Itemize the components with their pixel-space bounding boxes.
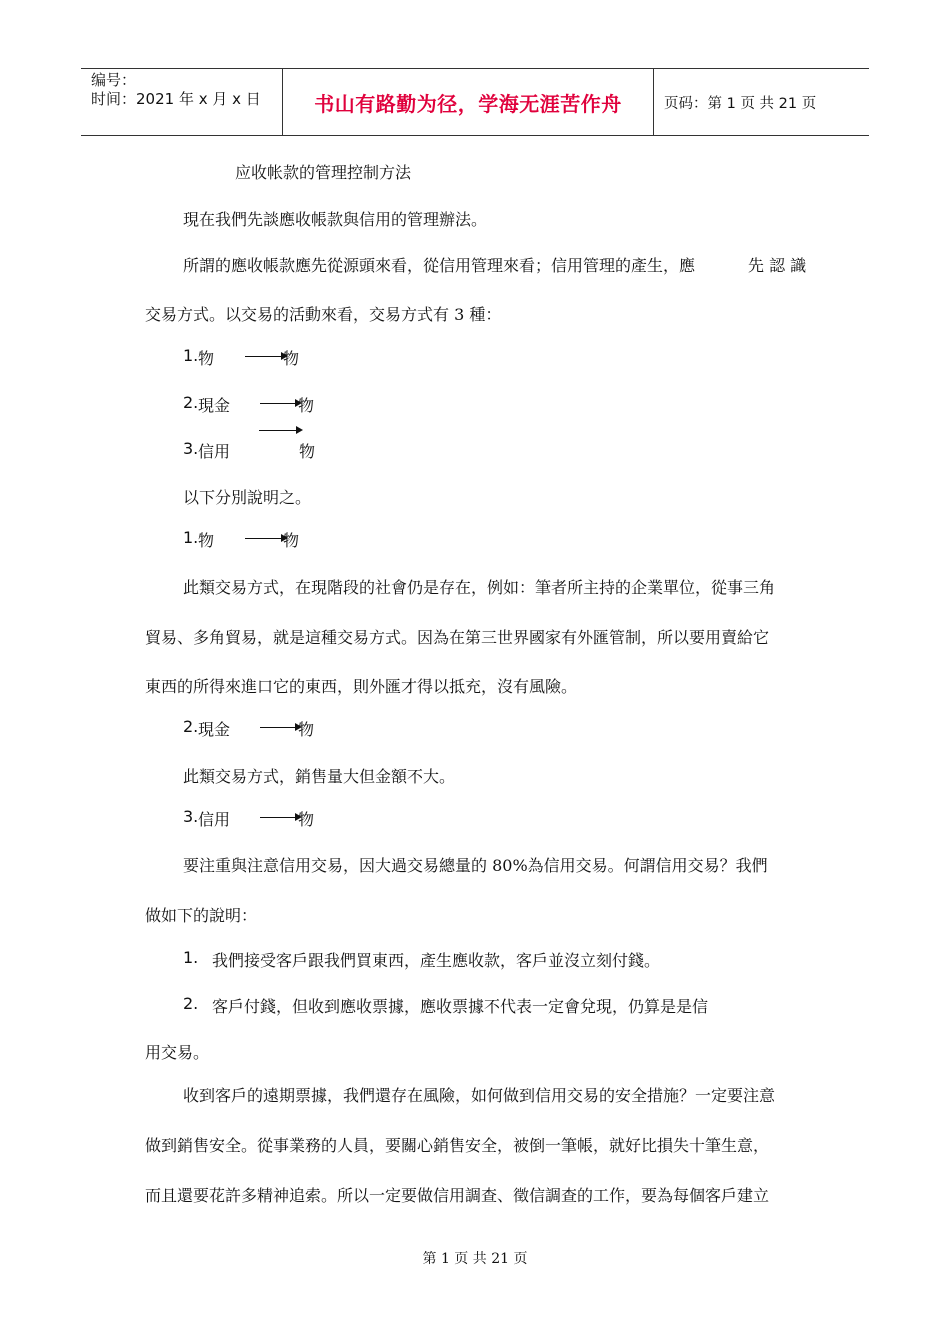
paragraph-1: 現在我們先談應收帳款與信用的管理辦法。 — [183, 210, 488, 229]
header-motto-cell — [282, 69, 654, 135]
time-label: 时间：2021 年 x 月 x 日 — [91, 90, 261, 108]
list-item-1-target: 物 — [283, 349, 300, 368]
list-item-2-target: 物 — [298, 396, 315, 415]
numbered-2-number: 2. — [183, 994, 199, 1013]
arrow-right-icon — [260, 727, 296, 728]
paragraph-2b: 先 認 識 — [748, 256, 807, 275]
paragraph-8a: 收到客戶的遠期票據，我們還存在風險，如何做到信用交易的安全措施？一定要注意 — [183, 1086, 776, 1105]
paragraph-4c: 東西的所得來進口它的東西，則外匯才得以抵充，沒有風險。 — [145, 677, 578, 696]
section-1-target: 物 — [283, 531, 300, 550]
arrow-right-icon — [245, 538, 282, 539]
page-footer: 第 1 页 共 21 页 — [422, 1251, 528, 1267]
numbered-1-text: 我們接受客戶跟我們買東西，產生應收款，客戶並沒立刻付錢。 — [212, 951, 661, 970]
paragraph-3: 以下分別說明之。 — [183, 488, 312, 507]
numbered-1-number: 1. — [183, 948, 199, 967]
section-2-label: 現金 — [198, 720, 231, 739]
page-info: 页码：第 1 页 共 21 页 — [664, 95, 817, 112]
numbered-2-text: 客戶付錢，但收到應收票據，應收票據不代表一定會兌現，仍算是是信 — [212, 997, 709, 1016]
arrow-right-icon — [245, 356, 282, 357]
paragraph-6a: 要注重與注意信用交易，因大過交易總量的 80%為信用交易。何謂信用交易？我們 — [183, 856, 768, 875]
list-item-1-label: 物 — [198, 349, 215, 368]
section-1-label: 物 — [198, 531, 215, 550]
list-item-3-label: 信用 — [198, 442, 231, 461]
list-item-1-number: 1. — [183, 346, 199, 365]
section-1-number: 1. — [183, 528, 199, 547]
section-3-label: 信用 — [198, 810, 231, 829]
paragraph-4b: 貿易、多角貿易，就是這種交易方式。因為在第三世界國家有外匯管制，所以要用賣給它 — [145, 628, 770, 647]
doc-title: 应收帐款的管理控制方法 — [235, 163, 412, 182]
paragraph-7: 用交易。 — [145, 1043, 210, 1062]
paragraph-8b: 做到銷售安全。從事業務的人員，要關心銷售安全，被倒一筆帳，就好比損失十筆生意， — [145, 1136, 770, 1155]
paragraph-2c: 交易方式。以交易的活動來看，交易方式有 3 種： — [145, 305, 502, 324]
header-table — [81, 68, 869, 136]
paragraph-2a: 所謂的應收帳款應先從源頭來看，從信用管理來看；信用管理的產生，應 — [183, 256, 696, 275]
list-item-2-number: 2. — [183, 393, 199, 412]
arrow-right-icon — [260, 817, 296, 818]
paragraph-5: 此類交易方式，銷售量大但金額不大。 — [183, 767, 456, 786]
paragraph-8c: 而且還要花許多精神追索。所以一定要做信用調查、徵信調查的工作，要為每個客戶建立 — [145, 1186, 770, 1205]
number-label: 编号： — [91, 71, 137, 89]
section-2-number: 2. — [183, 717, 199, 736]
list-item-3-target: 物 — [299, 442, 316, 461]
list-item-2-label: 現金 — [198, 396, 231, 415]
motto: 书山有路勤为径，学海无涯苦作舟 — [314, 91, 622, 116]
arrow-right-icon — [259, 430, 297, 431]
header-meta — [81, 69, 282, 135]
paragraph-6b: 做如下的說明： — [145, 906, 258, 925]
section-2-target: 物 — [298, 720, 315, 739]
arrow-right-icon — [260, 403, 296, 404]
paragraph-4a: 此類交易方式，在現階段的社會仍是存在，例如：筆者所主持的企業單位，從事三角 — [183, 578, 776, 597]
section-3-number: 3. — [183, 807, 199, 826]
section-3-target: 物 — [298, 810, 315, 829]
list-item-3-number: 3. — [183, 439, 199, 458]
